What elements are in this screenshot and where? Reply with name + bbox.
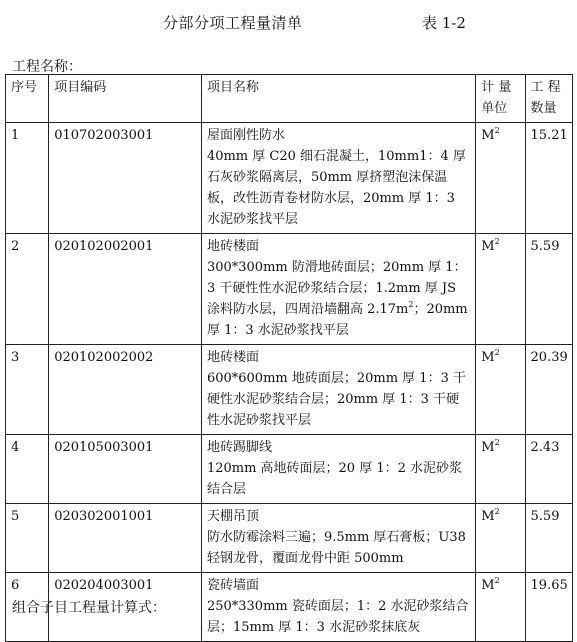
- document-title: 分部分项工程量清单: [163, 14, 303, 32]
- table-row: [6, 234, 573, 345]
- row-title: 天棚吊顶: [206, 509, 259, 524]
- row-quantity: 15.21: [525, 123, 572, 234]
- unit-text: M: [481, 350, 495, 365]
- unit-superscript: 2: [494, 348, 500, 357]
- desc-text-continued: ；20mm 厚 1：3 水泥砂浆找平层: [206, 302, 468, 338]
- row-code: 020102002002: [49, 345, 202, 435]
- row-unit: [476, 345, 525, 435]
- table-row: [6, 123, 573, 234]
- header-name: 项目名称: [201, 75, 475, 123]
- unit-superscript: 2: [494, 507, 500, 516]
- row-item: [201, 435, 475, 504]
- header-seq: 序号: [6, 75, 49, 123]
- row-description: 防水防霉涂料三遍；9.5mm 厚石膏板；U38 轻钢龙骨，覆面龙骨中距 500mm: [206, 530, 466, 566]
- table-row: [6, 345, 573, 435]
- row-item: [201, 573, 475, 642]
- header-unit-line2: 单位: [481, 101, 508, 116]
- desc-text: 300*300mm 防滑地砖面层；20mm 厚 1：3 干硬性性水泥砂浆结合层；1.2mm 厚 JS 涂料防水层，四周沿墙翻高 2.17m: [206, 260, 467, 317]
- unit-superscript: 2: [494, 438, 500, 447]
- row-description: 40mm 厚 C20 细石混凝土，10mm1：4 厚石灰砂浆隔离层，50mm 厚挤塑泡沫保温板，改性沥青卷材防水层，20mm 厚 1：3 水泥砂浆找平层: [206, 149, 466, 227]
- bill-of-quantities-table: [5, 74, 573, 642]
- row-quantity: 5.59: [525, 504, 572, 573]
- row-code: 020102002001: [49, 234, 202, 345]
- unit-text: M: [481, 128, 495, 143]
- row-code: 020302001001: [49, 504, 202, 573]
- row-title: 瓷砖墙面: [206, 578, 259, 593]
- row-seq: 1: [6, 123, 49, 234]
- row-quantity: 20.39: [525, 345, 572, 435]
- row-unit: [476, 435, 525, 504]
- table-number: 表 1-2: [422, 14, 466, 32]
- row-unit: [476, 123, 525, 234]
- row-description: 600*600mm 地砖面层；20mm 厚 1：3 干硬性水泥砂浆结合层；20mm 厚 1：3 干硬性水泥砂浆找平层: [206, 371, 466, 428]
- row-unit: [476, 504, 525, 573]
- row-item: [201, 345, 475, 435]
- row-item: [201, 504, 475, 573]
- row-title: 屋面刚性防水: [206, 128, 285, 143]
- unit-superscript: 2: [494, 237, 500, 246]
- row-seq: 4: [6, 435, 49, 504]
- unit-text: M: [481, 440, 495, 455]
- header-qty-line2: 数量: [530, 101, 557, 116]
- row-code: 020204003001: [49, 573, 202, 642]
- desc-superscript: 2: [408, 300, 414, 309]
- unit-text: M: [481, 509, 495, 524]
- table-row: [6, 435, 573, 504]
- header-unit-line1: 计 量: [481, 80, 512, 95]
- table-row: [6, 504, 573, 573]
- unit-text: M: [481, 239, 495, 254]
- unit-superscript: 2: [494, 126, 500, 135]
- unit-text: M: [481, 578, 495, 593]
- row-title: 地砖楼面: [206, 239, 259, 254]
- table-header-row: [6, 75, 573, 123]
- header-unit: [476, 75, 525, 123]
- row-seq: 2: [6, 234, 49, 345]
- row-unit: [476, 573, 525, 642]
- row-unit: [476, 234, 525, 345]
- row-code: 010702003001: [49, 123, 202, 234]
- row-seq: 5: [6, 504, 49, 573]
- calculation-formula-label: 组合子目工程量计算式：: [12, 600, 166, 616]
- project-name-label: 工程名称：: [12, 59, 82, 75]
- row-description: 120mm 高地砖面层；20 厚 1：2 水泥砂浆结合层: [206, 461, 463, 497]
- document-title-row: [0, 12, 577, 34]
- row-quantity: 19.65: [525, 573, 572, 642]
- row-seq: 6: [6, 573, 49, 642]
- header-code: 项目编码: [49, 75, 202, 123]
- header-qty-line1: 工 程: [530, 80, 561, 95]
- row-quantity: 5.59: [525, 234, 572, 345]
- header-quantity: [525, 75, 572, 123]
- row-item: [201, 234, 475, 345]
- row-code: 020105003001: [49, 435, 202, 504]
- row-title: 地砖楼面: [206, 350, 259, 365]
- row-description: 250*330mm 瓷砖面层；1：2 水泥砂浆结合层；15mm 厚 1：3 水泥砂浆抹底灰: [206, 599, 469, 635]
- unit-superscript: 2: [494, 576, 500, 585]
- row-title: 地砖踢脚线: [206, 440, 272, 455]
- row-item: [201, 123, 475, 234]
- row-seq: 3: [6, 345, 49, 435]
- row-quantity: 2.43: [525, 435, 572, 504]
- row-description: [207, 257, 471, 341]
